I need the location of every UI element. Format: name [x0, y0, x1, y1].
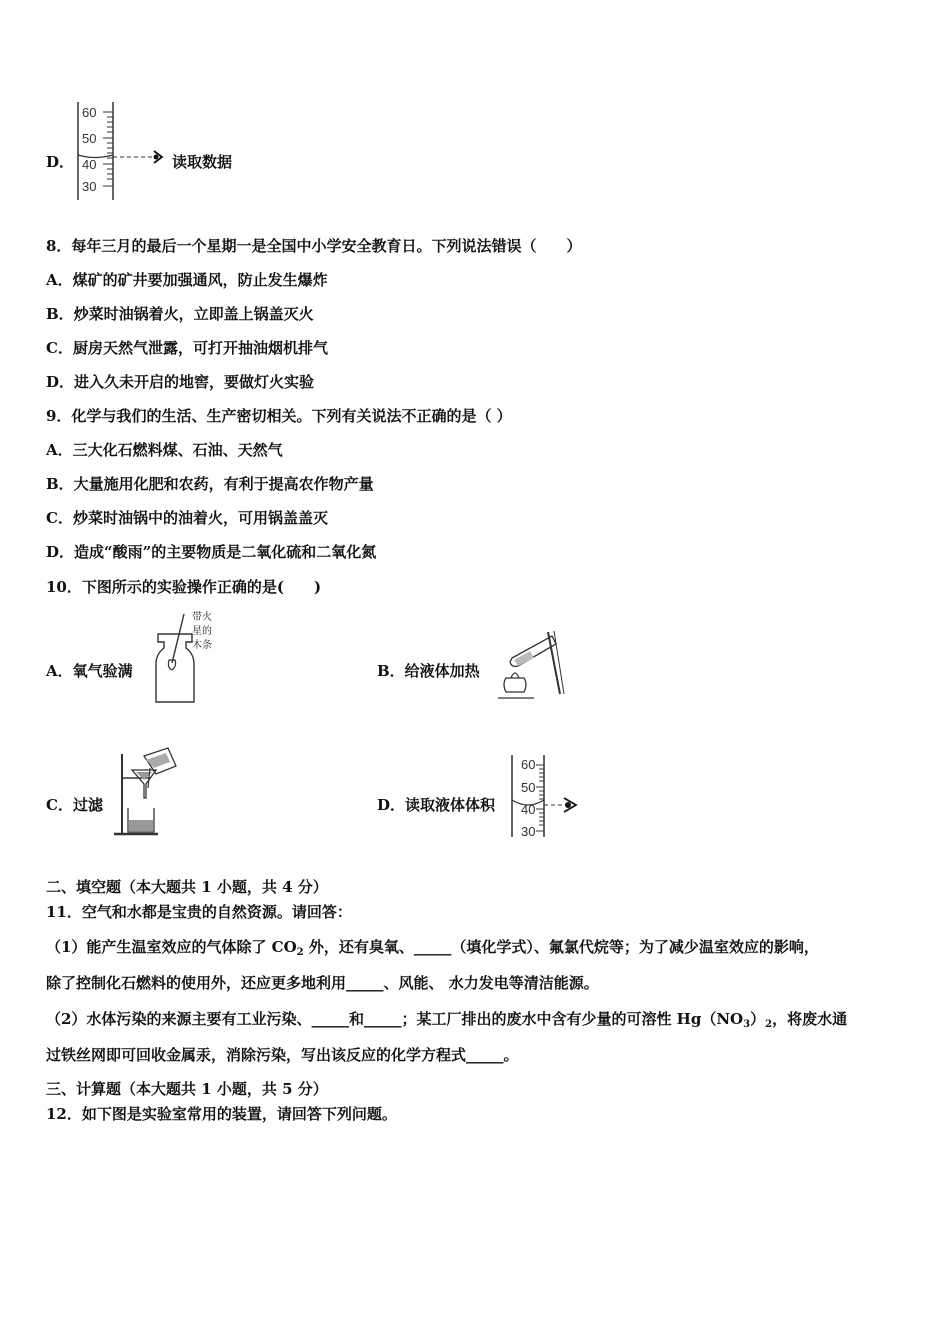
q7-tick-60: 60: [82, 105, 97, 120]
q12-stem: 12．如下图是实验室常用的装置，请回答下列问题。: [46, 1105, 397, 1123]
q10-option-a: A．氧气验满: [46, 662, 133, 680]
q9-stem: 9．化学与我们的生活、生产密切相关。下列有关说法不正确的是（ ）: [46, 407, 512, 425]
q9-option-a: A．三大化石燃料煤、石油、天然气: [46, 441, 283, 459]
q8-option-c: C．厨房天然气泄露，可打开抽油烟机排气: [46, 339, 328, 357]
q8-stem: 8．每年三月的最后一个星期一是全国中小学安全教育日。下列说法错误（ ）: [46, 237, 582, 255]
splint-label-3: 木条: [192, 640, 212, 651]
q9-option-c: C．炒菜时油锅中的油着火，可用锅盖盖灭: [46, 509, 328, 527]
q11-part2-sub2: 2: [765, 1019, 773, 1030]
q11-part2-a: （2）水体污染的来源主要有工业污染、_____和_____；某工厂排出的废水中含有少量的可溶性 Hg（NO: [46, 1010, 744, 1028]
q10-tick-60: 60: [521, 757, 536, 772]
q11-part1-a: （1）能产生温室效应的气体除了 CO: [46, 938, 297, 956]
q7-tick-50: 50: [82, 131, 97, 146]
q11-part2-line1: [46, 1009, 847, 1035]
eye-icon: [154, 151, 163, 163]
q10-tick-40: 40: [521, 802, 536, 817]
q8-option-d: D．进入久未开启的地窖，要做灯火实验: [46, 373, 315, 391]
q7-tick-30: 30: [82, 179, 97, 194]
q11-part1-line2: 除了控制化石燃料的使用外，还应更多地利用_____、风能、 水力发电等清洁能源。: [46, 974, 599, 992]
q8-option-a: A．煤矿的矿井要加强通风，防止发生爆炸: [46, 271, 328, 289]
splint-label-1: 带火: [192, 612, 212, 623]
q11-part2-b: ）: [750, 1010, 766, 1028]
q9-option-d: D．造成“酸雨”的主要物质是二氧化硫和二氧化氮: [46, 543, 377, 561]
q7-option-d-letter: D．: [46, 153, 75, 171]
section2-heading: 二、填空题（本大题共 1 小题，共 4 分）: [46, 878, 328, 896]
eye-icon: [564, 798, 576, 812]
section3-heading: 三、计算题（本大题共 1 小题，共 5 分）: [46, 1080, 328, 1098]
q9-option-b: B．大量施用化肥和农药，有利于提高农作物产量: [46, 475, 374, 493]
q10-option-c: C．过滤: [46, 796, 103, 814]
q7-tick-40: 40: [82, 157, 97, 172]
oxygen-test-figure: [150, 608, 230, 708]
q10-tick-50: 50: [521, 780, 536, 795]
heating-liquid-figure: [490, 622, 575, 707]
q10-stem: 10．下图所示的实验操作正确的是( ): [46, 578, 322, 596]
q8-option-b: B．炒菜时油锅着火，立即盖上锅盖灭火: [46, 305, 314, 323]
q11-part2-line2: 过铁丝网即可回收金属汞，消除污染，写出该反应的化学方程式_____。: [46, 1046, 519, 1064]
q11-part1-b: 外，还有臭氧、_____（填化学式）、氟氯代烷等；为了减少温室效应的影响，: [303, 938, 819, 956]
q10-graduated-cylinder-figure: [508, 755, 598, 840]
q11-part1-sub: 2: [296, 947, 304, 958]
q7-option-d-caption: 读取数据: [172, 153, 233, 171]
q11-part1-line1: [46, 937, 819, 963]
q11-stem: 11．空气和水都是宝贵的自然资源。请回答：: [46, 903, 352, 921]
q10-option-b: B．给液体加热: [377, 662, 480, 680]
q11-part2-sub1: 3: [743, 1019, 751, 1030]
q10-tick-30: 30: [521, 824, 536, 839]
q11-part2-c: ，将废水通: [772, 1010, 848, 1028]
splint-label-2: 星的: [192, 626, 212, 637]
filtration-figure: [110, 748, 190, 840]
q10-option-d: D．读取液体体积: [377, 796, 496, 814]
